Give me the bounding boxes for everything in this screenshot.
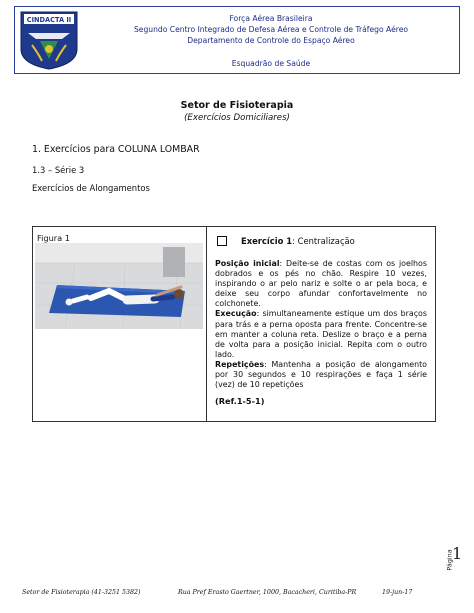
page-number-value: 1 xyxy=(452,544,463,563)
figure-label: Figura 1 xyxy=(37,233,70,243)
exercise-table xyxy=(32,226,436,422)
exercise-checkbox[interactable] xyxy=(217,236,227,246)
page-word: Página xyxy=(445,549,454,571)
title-block xyxy=(0,100,474,123)
header-line-org: Força Aérea Brasileira xyxy=(229,14,313,23)
exercise-title xyxy=(241,236,355,246)
page-subtitle: (Exercícios Domiciliares) xyxy=(184,113,290,123)
exercise-description-cell xyxy=(207,227,435,421)
header-line-squadron: Esquadrão de Saúde xyxy=(231,59,311,68)
series-label: 1.3 – Série 3 xyxy=(32,165,85,175)
page-title: Setor de Fisioterapia xyxy=(180,100,294,111)
logo-lettering xyxy=(18,9,80,71)
document-header xyxy=(14,6,460,74)
repetitions-label: Repetições xyxy=(215,359,265,369)
exercise-photo xyxy=(35,243,203,329)
section-heading: 1. Exercícios para COLUNA LOMBAR xyxy=(32,144,200,155)
execution-text: : simultaneamente estique um dos braços para trás e a perna oposta para frente. Concentre-se em manter a coluna reta. Deslize o braço e a perna de volta para a posição inicial. Repita com o outro lado. xyxy=(215,309,427,359)
repetitions-text: : Mantenha a posição de alongamento por 30 segundos e 10 respirações e faça 1 série (vez) de 10 repetições xyxy=(215,359,427,390)
header-line-department: Departamento de Controle do Espaço Aéreo xyxy=(187,36,355,45)
exercise-instructions xyxy=(215,259,427,406)
footer-address: Rua Pref Erasto Gaertner, 1000, Bacacheri, Curitiba-PR xyxy=(178,589,357,596)
figure-cell xyxy=(33,227,207,421)
exercise-title-number: Exercício 1 xyxy=(241,236,293,246)
header-line-center: Segundo Centro Integrado de Defesa Aérea e Controle de Tráfego Aéreo xyxy=(133,25,409,34)
footer-date: 19-jun-17 xyxy=(382,589,413,596)
initial-position-text: : Deite-se de costas com os joelhos dobrados e os pés no chão. Respire 10 vezes, inspirando o ar pelo nariz e solte o ar pela boca, e deixe seu corpo afundar confortavelmente no colchonete. xyxy=(215,259,427,309)
header-text xyxy=(85,13,457,69)
execution-label: Execução xyxy=(215,309,257,319)
initial-position-label: Posição inicial xyxy=(215,259,280,268)
category-label: Exercícios de Alongamentos xyxy=(32,183,150,193)
page-number xyxy=(444,542,466,582)
exercise-title-name: : Centralização xyxy=(292,236,355,246)
exercise-header xyxy=(215,233,427,249)
exercise-reference: (Ref.1-5-1) xyxy=(215,396,265,407)
svg-text:CINDACTA II: CINDACTA II xyxy=(26,16,72,24)
footer-contact: Setor de Fisioterapia (41-3251 5382) xyxy=(22,589,141,596)
